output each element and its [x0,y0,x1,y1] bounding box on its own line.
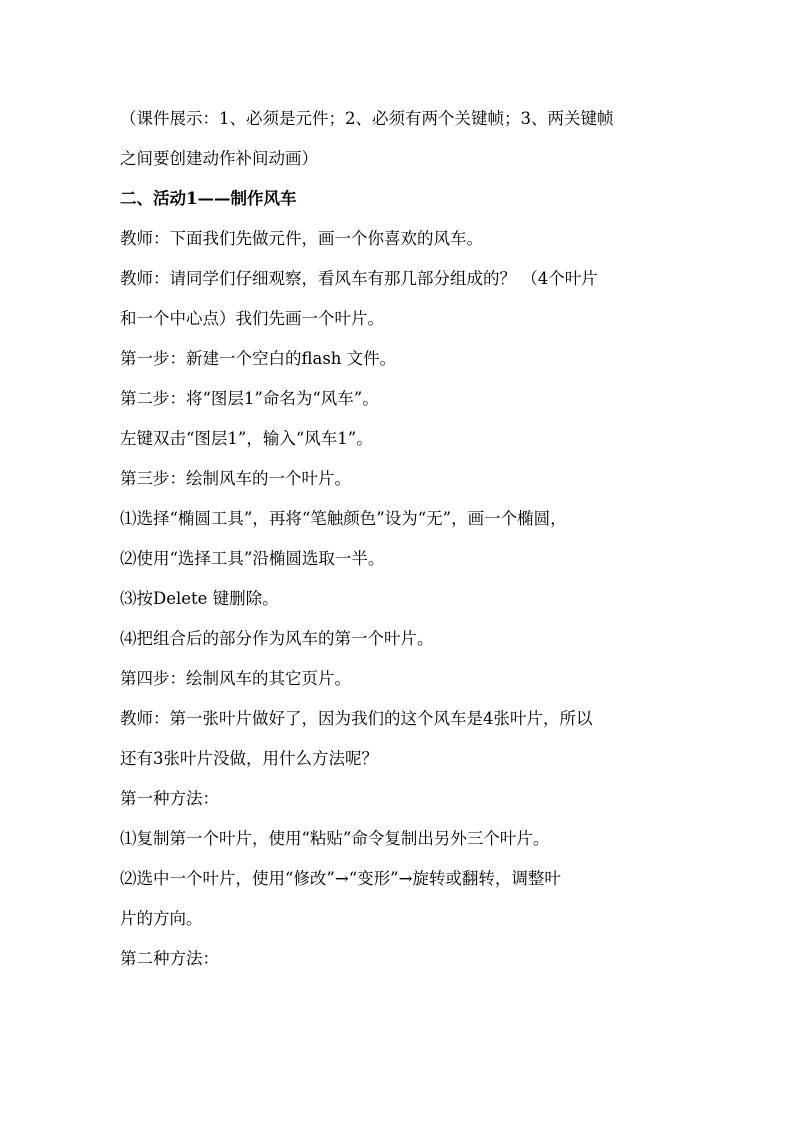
substep-1-line: ⑴选择“椭圆工具”，再将“笔触颜色”设为“无”，画一个椭圆， [120,509,567,528]
paragraph-line-2: 之间要创建动作补间动画） [120,149,318,168]
method-one-step-1: ⑴复制第一个叶片，使用“粘贴”命令复制出另外三个叶片。 [120,829,550,848]
method-two-heading: 第二种方法： [120,949,219,968]
step-three-line: 第三步：绘制风车的一个叶片。 [120,469,351,488]
paragraph-line-17: 还有3张叶片没做，用什么方法呢？ [120,749,378,768]
step-four-line: 第四步：绘制风车的其它页片。 [120,669,351,688]
step-one-line: 第一步：新建一个空白的flash 文件。 [120,349,397,368]
step-two-line: 第二步：将“图层1”命名为“风车”。 [120,389,379,408]
method-one-heading: 第一种方法： [120,789,219,808]
paragraph-line-5: 教师：请同学们仔细观察，看风车有那几部分组成的？ （4个叶片 [120,269,598,288]
step-two-detail-line: 左键双击“图层1”，输入“风车1”。 [120,429,373,448]
paragraph-line-16: 教师：第一张叶片做好了，因为我们的这个风车是4张叶片，所以 [120,709,593,728]
substep-2-line: ⑵使用“选择工具”沿椭圆选取一半。 [120,549,385,568]
substep-3-line: ⑶按Delete 键删除。 [120,589,279,608]
method-one-step-2-continued: 片的方向。 [120,909,203,928]
method-one-step-2: ⑵选中一个叶片，使用“修改”→“变形”→旋转或翻转，调整叶 [120,869,561,888]
paragraph-line-1: （课件展示：1、必须是元件；2、必须有两个关键帧；3、两关键帧 [120,109,614,128]
substep-4-line: ⑷把组合后的部分作为风车的第一个叶片。 [120,629,434,648]
section-heading: 二、活动1——制作风车 [120,189,297,208]
document-body [120,101,680,981]
paragraph-line-4: 教师：下面我们先做元件，画一个你喜欢的风车。 [120,229,483,248]
paragraph-line-6: 和一个中心点）我们先画一个叶片。 [120,309,384,328]
